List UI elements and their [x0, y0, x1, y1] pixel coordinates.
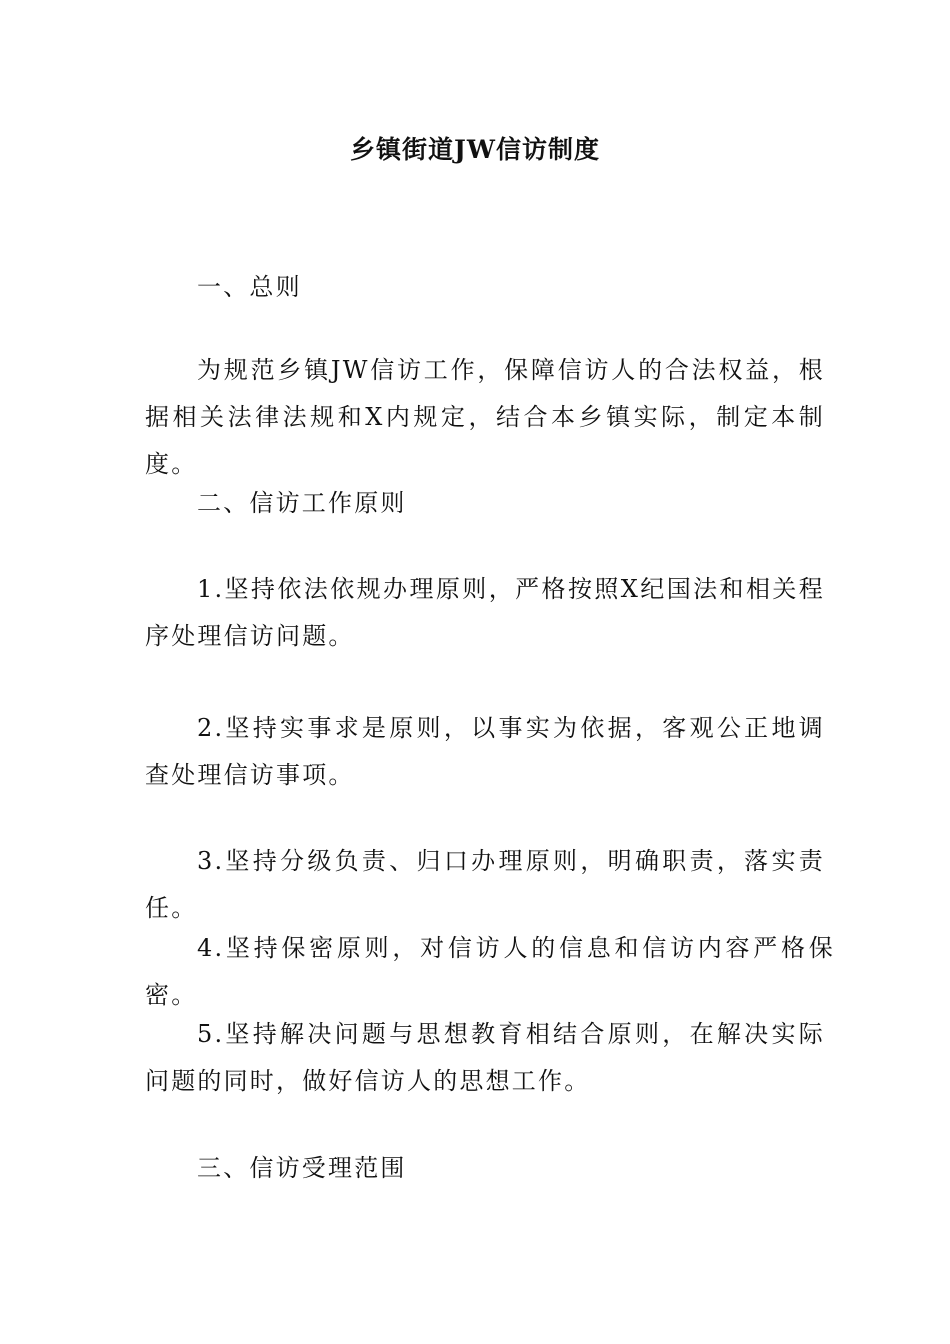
principle-item-2: 2.坚持实事求是原则，以事实为依据，客观公正地调查处理信访事项。 [145, 714, 825, 789]
principle-item-1: 1.坚持依法依规办理原则，严格按照X纪国法和相关程序处理信访问题。 [145, 575, 825, 650]
section-heading-general: 一、总则 [197, 273, 302, 301]
document-title: 乡镇街道JW信访制度 [350, 135, 600, 164]
section-heading-principles: 二、信访工作原则 [197, 489, 407, 517]
principle-item-5: 5.坚持解决问题与思想教育相结合原则，在解决实际问题的同时，做好信访人的思想工作。 [145, 1020, 825, 1095]
principle-item-4: 4.坚持保密原则，对信访人的信息和信访内容严格保密。 [145, 934, 835, 1009]
section-heading-scope: 三、信访受理范围 [197, 1154, 407, 1182]
paragraph-purpose: 为规范乡镇JW信访工作，保障信访人的合法权益，根据相关法律法规和X内规定，结合本乡镇实际，制定本制度。 [145, 356, 825, 478]
principle-item-3: 3.坚持分级负责、归口办理原则，明确职责，落实责任。 [145, 847, 825, 922]
